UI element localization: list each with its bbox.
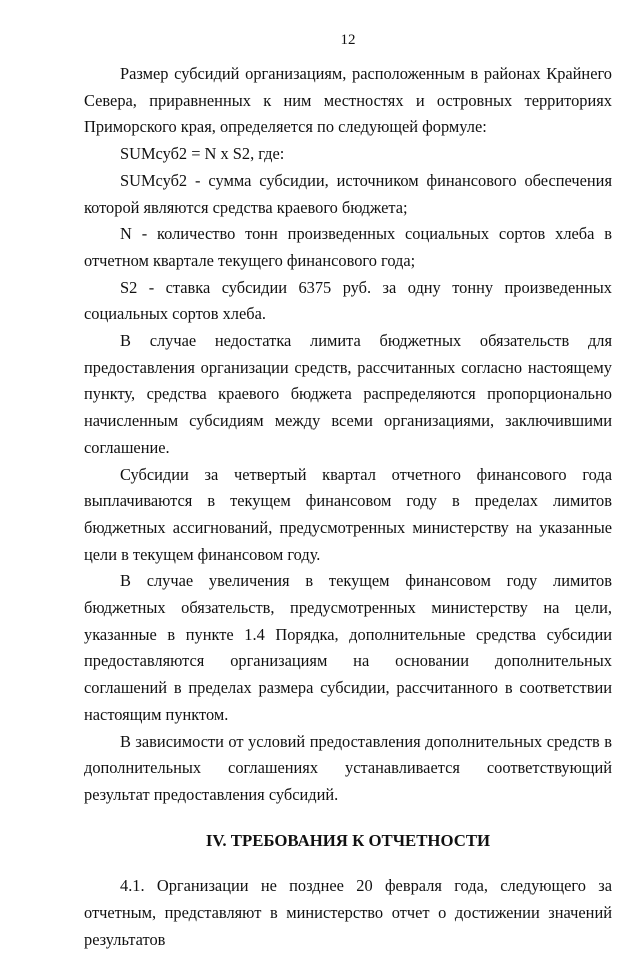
paragraph-subsidy-size: Размер субсидий организациям, расположенным в районах Крайнего Севера, приравненных к ним местностях и островных территориях Приморского края, определяется по следующей формуле: (84, 64, 612, 137)
paragraph-n-definition: N - количество тонн произведенных социальных сортов хлеба в отчетном квартале текущего финансового года; (84, 224, 612, 270)
paragraph-s2-definition: S2 - ставка субсидии 6375 руб. за одну тонну произведенных социальных сортов хлеба. (84, 277, 612, 324)
section-heading: IV. ТРЕБОВАНИЯ К ОТЧЕТНОСТИ (205, 830, 491, 850)
document-body (84, 61, 612, 954)
paragraph-formula: SUMсуб2 = N x S2, где: (120, 144, 285, 164)
paragraph-limit-shortage: В случае недостатка лимита бюджетных обязательств для предоставления организации средств, рассчитанных согласно настоящему пункту, средства краевого бюджета распределяются пропорционально начисленным субсидиям между всеми организациями, заключившими соглашение. (84, 331, 612, 457)
paragraph-limit-increase: В случае увеличения в текущем финансовом году лимитов бюджетных обязательств, предусмотренных министерству на цели, указанные в пункте 1.4 Порядка, дополнительные средства субсидии предоставляются организациям на основании дополнительных соглашений в пределах размера субсидии, рассчитанного в соответствии настоящим пунктом. (84, 571, 612, 724)
paragraph-report-deadline: 4.1. Организации не позднее 20 февраля года, следующего за отчетным, представляют в министерство отчет о достижении значений результатов (84, 876, 612, 949)
paragraph-additional-agreements: В зависимости от условий предоставления дополнительных средств в дополнительных соглашениях устанавливается соответствующий результат предоставления субсидий. (84, 731, 612, 804)
paragraph-fourth-quarter: Субсидии за четвертый квартал отчетного финансового года выплачиваются в текущем финансовом году в пределах лимитов бюджетных ассигнований, предусмотренных министерству на указанные цели в текущем финансовом году. (84, 464, 612, 564)
page-number: 12 (340, 32, 356, 48)
paragraph-sum-definition: SUMсуб2 - сумма субсидии, источником финансового обеспечения которой являются средства краевого бюджета; (84, 170, 612, 217)
